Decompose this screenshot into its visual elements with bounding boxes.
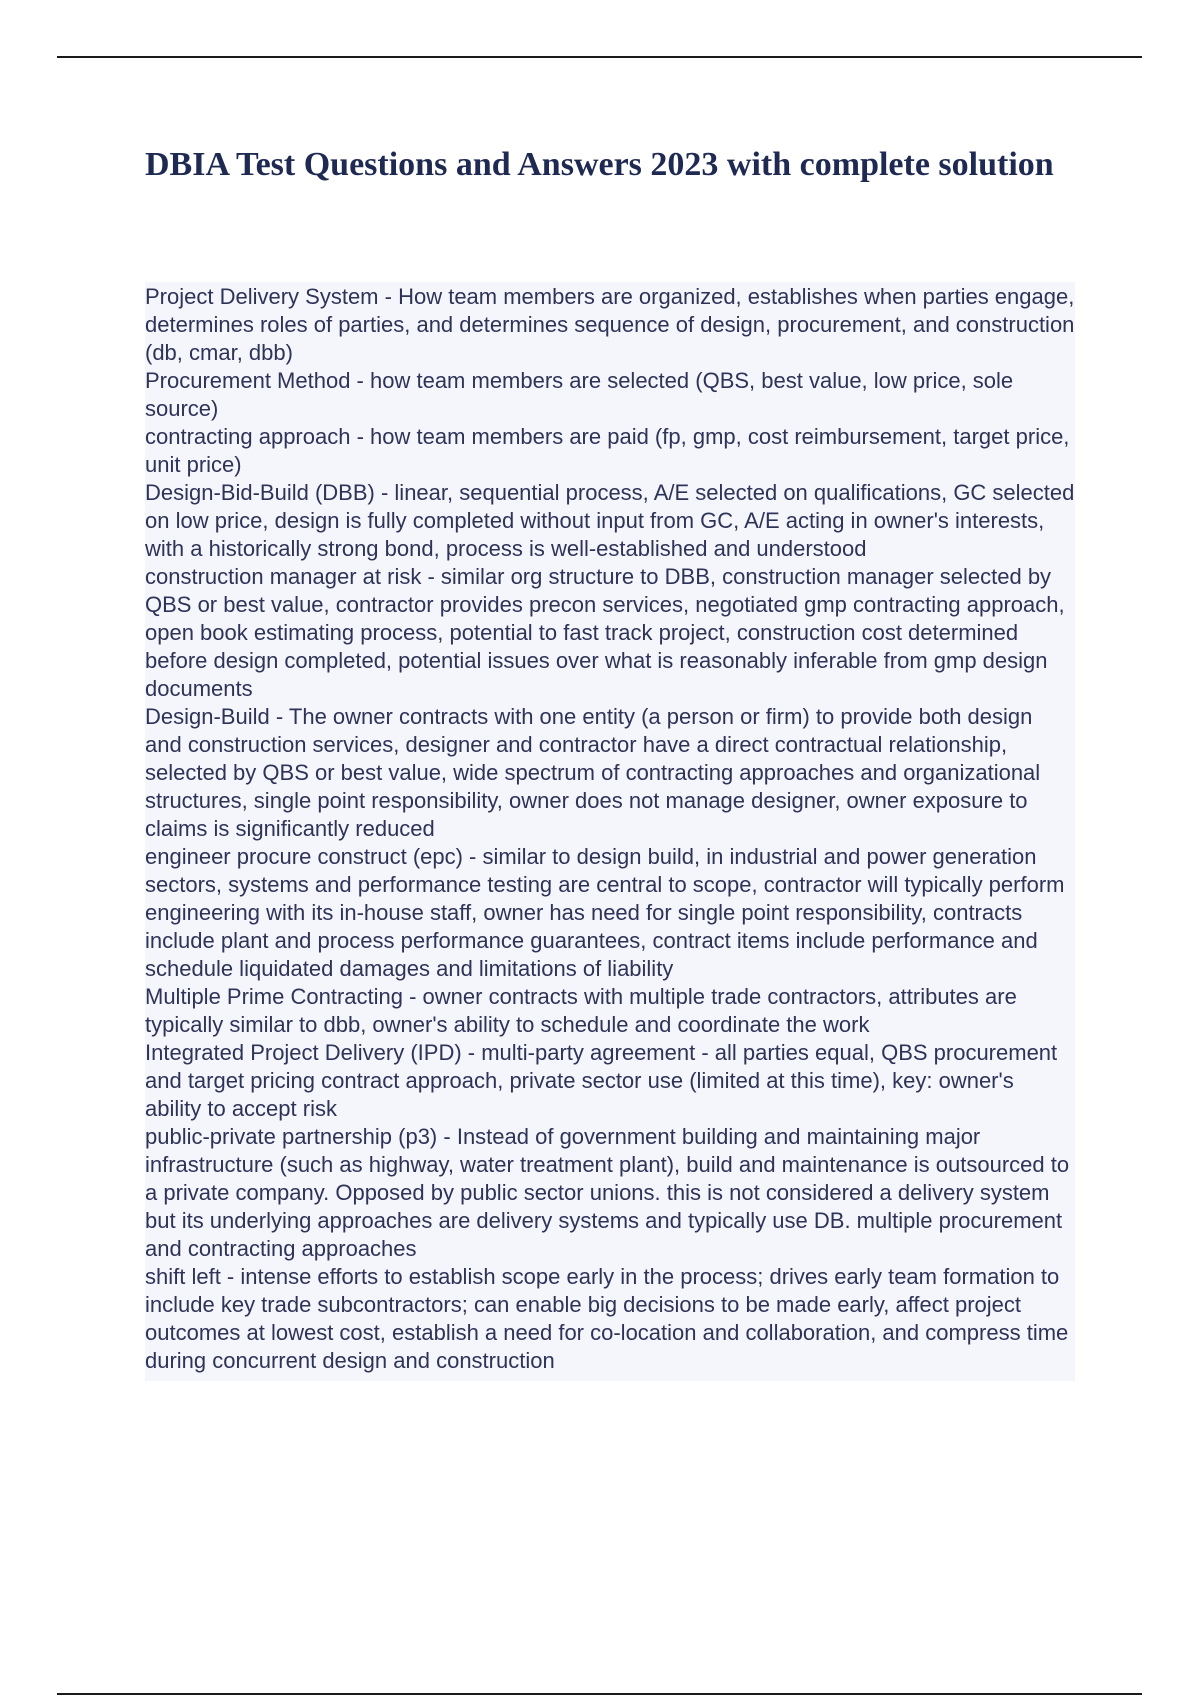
qa-separator: - (378, 284, 399, 309)
qa-term: Integrated Project Delivery (IPD) (145, 1040, 462, 1065)
qa-definition: how team members are paid (fp, gmp, cost reimbursement, target price, unit price) (145, 424, 1070, 477)
qa-definition: owner contracts with multiple trade contractors, attributes are typically similar to dbb, owner's ability to schedule and coordinate the work (145, 984, 1017, 1037)
qa-definition: how team members are selected (QBS, best value, low price, sole source) (145, 368, 1014, 421)
qa-term: Design-Build (145, 704, 270, 729)
qa-entry (145, 283, 1075, 367)
qa-definition: The owner contracts with one entity (a person or firm) to provide both design and construction services, designer and contractor have a direct contractual relationship, selected by QBS or best value, wide spectrum of contracting approaches and organizational structures, single point responsibility, owner does not manage designer, owner exposure to claims is significantly reduced (145, 704, 1041, 841)
qa-term: shift left (145, 1264, 221, 1289)
qa-definition: intense efforts to establish scope early in the process; drives early team formation to include key trade subcontractors; can enable big decisions to be made early, affect project outcomes at lowest cost, establish a need for co-location and collaboration, and compress time during concurrent design and construction (145, 1264, 1069, 1373)
qa-entry (145, 1263, 1075, 1375)
qa-definition: similar org structure to DBB, construction manager selected by QBS or best value, contractor provides precon services, negotiated gmp contracting approach, open book estimating process, potential to fast track project, construction cost determined before design completed, potential issues over what is reasonably inferable from gmp design documents (145, 564, 1065, 701)
qa-entry (145, 563, 1075, 703)
qa-term: contracting approach (145, 424, 351, 449)
qa-term: Multiple Prime Contracting (145, 984, 403, 1009)
qa-entry (145, 479, 1075, 563)
qa-definition: How team members are organized, establishes when parties engage, determines roles of parties, and determines sequence of design, procurement, and construction (db, cmar, dbb) (145, 284, 1075, 365)
qa-entry (145, 703, 1075, 843)
qa-separator: - (462, 844, 483, 869)
qa-separator: - (350, 368, 370, 393)
qa-definition: multi-party agreement - all parties equal, QBS procurement and target pricing contract approach, private sector use (limited at this time), key: owner's ability to accept risk (145, 1040, 1058, 1121)
qa-definition: Instead of government building and maintaining major infrastructure (such as highway, water treatment plant), build and maintenance is outsourced to a private company. Opposed by public sector unions. this is not considered a delivery system but its underlying approaches are delivery systems and typically use DB. multiple procurement and contracting approaches (145, 1124, 1070, 1261)
qa-separator: - (461, 1040, 482, 1065)
bottom-rule (57, 1693, 1142, 1695)
qa-entry (145, 423, 1075, 479)
qa-separator: - (350, 424, 371, 449)
top-rule (57, 56, 1142, 58)
qa-separator: - (269, 704, 289, 729)
qa-separator: - (374, 480, 395, 505)
qa-entry (145, 367, 1075, 423)
qa-term: Project Delivery System (145, 284, 379, 309)
qa-separator: - (402, 984, 423, 1009)
qa-definition: linear, sequential process, A/E selected on qualifications, GC selected on low price, design is fully completed without input from GC, A/E acting in owner's interests, with a historically strong bond, process is well-established and understood (145, 480, 1075, 561)
qa-separator: - (220, 1264, 241, 1289)
qa-separator: - (421, 564, 441, 589)
qa-list (145, 282, 1075, 1381)
qa-entry (145, 983, 1075, 1039)
qa-entry (145, 843, 1075, 983)
qa-entry (145, 1039, 1075, 1123)
qa-term: construction manager at risk (145, 564, 422, 589)
qa-separator: - (437, 1124, 457, 1149)
document-title: DBIA Test Questions and Answers 2023 with complete solution (145, 146, 1054, 183)
qa-term: engineer procure construct (epc) (145, 844, 463, 869)
qa-term: Design-Bid-Build (DBB) (145, 480, 375, 505)
qa-definition: similar to design build, in industrial and power generation sectors, systems and performance testing are central to scope, contractor will typically perform engineering with its in-house staff, owner has need for single point responsibility, contracts include plant and process performance guarantees, contract items include performance and schedule liquidated damages and limitations of liability (145, 844, 1065, 981)
qa-term: public-private partnership (p3) (145, 1124, 438, 1149)
qa-entry (145, 1123, 1075, 1263)
qa-term: Procurement Method (145, 368, 351, 393)
